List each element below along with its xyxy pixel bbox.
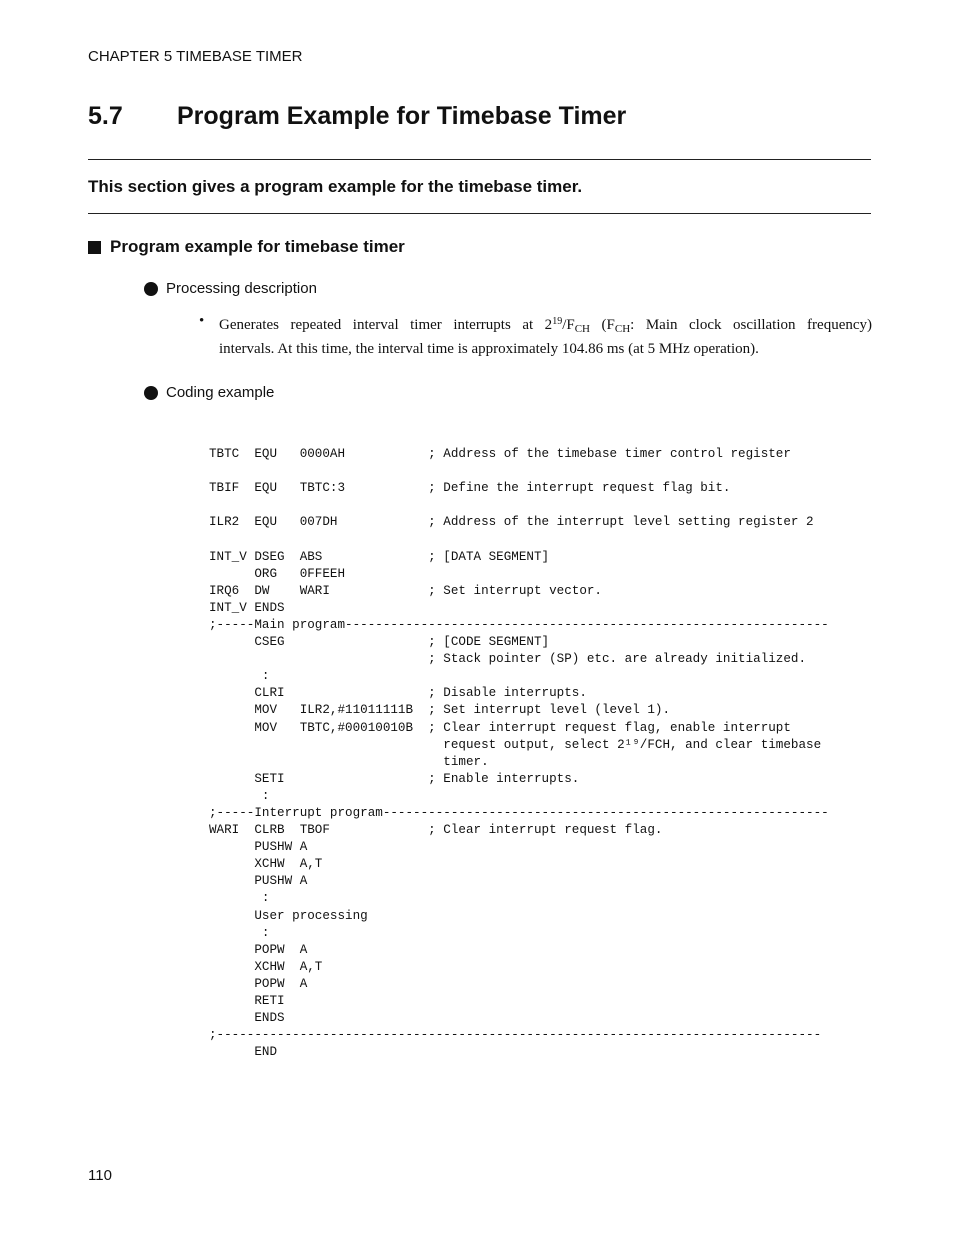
code-line: TBTC EQU 0000AH ; Address of the timebase timer control register: [209, 447, 791, 461]
code-line: ILR2 EQU 007DH ; Address of the interrupt level setting register 2: [209, 515, 814, 530]
code-line: :: [209, 891, 270, 906]
code-line: CSEG ; [CODE SEGMENT]: [209, 635, 550, 650]
coding-heading-text: Coding example: [166, 384, 275, 401]
bullet-dot-icon: •: [199, 313, 205, 329]
code-line: INT_V DSEG ABS ; [DATA SEGMENT]: [209, 549, 550, 564]
code-line: POPW A: [209, 976, 308, 991]
code-line: request output, select 2¹⁹/FCH, and clear timebase: [209, 737, 822, 752]
processing-heading-text: Processing description: [166, 280, 317, 297]
code-line: INT_V ENDS: [209, 600, 285, 615]
code-line: ;--------------------------------------------------------------------------------: [209, 1028, 822, 1043]
code-line: timer.: [209, 754, 489, 769]
coding-heading: [144, 384, 274, 401]
code-line: [209, 463, 829, 480]
code-line: :: [209, 925, 270, 940]
subheading-text: Program example for timebase timer: [110, 237, 405, 256]
code-line: PUSHW A: [209, 840, 308, 855]
code-line: User processing: [209, 908, 368, 923]
code-line: ORG 0FFEEH: [209, 566, 346, 581]
code-line: IRQ6 DW WARI ; Set interrupt vector.: [209, 583, 602, 598]
chapter-header: CHAPTER 5 TIMEBASE TIMER: [88, 48, 303, 65]
section-title: Program Example for Timebase Timer: [177, 102, 627, 130]
code-line: [209, 531, 829, 548]
code-line: MOV TBTC,#00010010B ; Clear interrupt request flag, enable interrupt: [209, 720, 791, 735]
code-line: MOV ILR2,#11011111B ; Set interrupt level (level 1).: [209, 703, 671, 718]
circle-bullet-icon: [144, 282, 158, 296]
code-line: ENDS: [209, 1011, 285, 1026]
section-summary: This section gives a program example for the timebase timer.: [88, 177, 583, 196]
processing-heading: [144, 280, 317, 297]
subheading: [88, 237, 405, 257]
code-line: END: [209, 1045, 278, 1060]
description-line-1: Generates repeated interval timer interrupts at $2^{19}/F_{CH}$ ($F_{CH}$: Main clock oscillation frequency): [219, 316, 872, 335]
code-line: CLRI ; Disable interrupts.: [209, 686, 587, 701]
code-line: XCHW A,T: [209, 959, 323, 974]
description-line-2: intervals. At this time, the interval time is approximately 104.86 ms (at 5 MHz operation).: [219, 341, 759, 357]
page-number: 110: [88, 1167, 112, 1184]
processing-description: [219, 313, 872, 361]
code-line: [209, 497, 829, 514]
code-line: XCHW A,T: [209, 857, 323, 872]
code-line: RETI: [209, 994, 285, 1008]
code-line: :: [209, 669, 270, 684]
section-number: 5.7: [88, 102, 123, 130]
code-line: POPW A: [209, 942, 308, 957]
code-line: TBIF EQU TBTC:3 ; Define the interrupt request flag bit.: [209, 481, 731, 496]
code-line: :: [209, 788, 270, 803]
bottom-rule: [88, 213, 871, 214]
square-bullet-icon: [88, 241, 101, 254]
code-line: ; Stack pointer (SP) etc. are already initialized.: [209, 652, 807, 667]
code-line: ;-----Main program----------------------------------------------------------------: [209, 617, 829, 632]
circle-bullet-icon: [144, 386, 158, 400]
code-line: ;-----Interrupt program-----------------------------------------------------------: [209, 805, 829, 820]
code-line: SETI ; Enable interrupts.: [209, 771, 580, 786]
code-line: PUSHW A: [209, 874, 308, 889]
code-line: WARI CLRB TBOF ; Clear interrupt request flag.: [209, 823, 663, 838]
code-listing: [209, 446, 829, 1061]
top-rule: [88, 159, 871, 160]
